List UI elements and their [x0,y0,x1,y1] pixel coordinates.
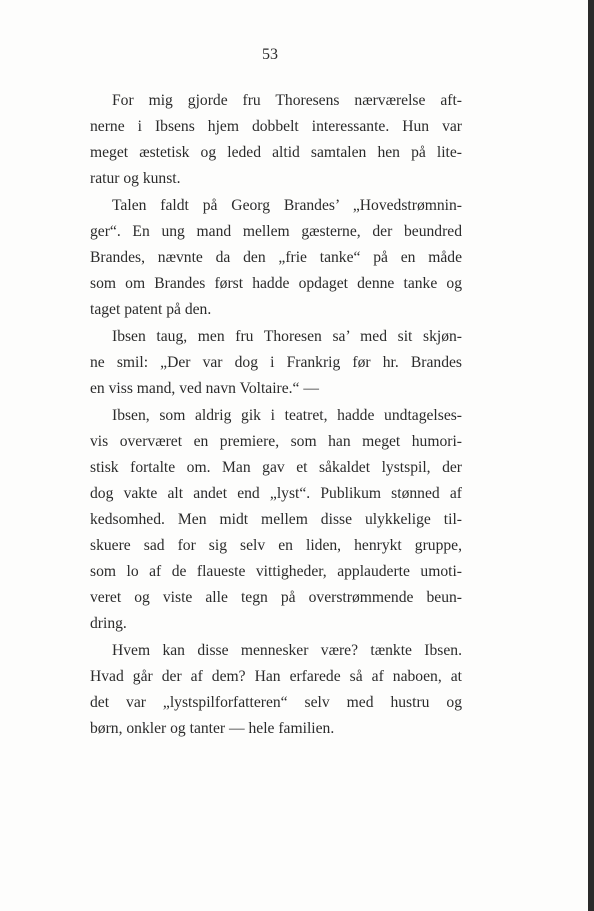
text-line: Talen faldt på Georg Brandes’ „Hovedstrømnin- [112,197,462,214]
text-line: Ibsen taug, men fru Thoresen sa’ med sit skjøn- [112,328,462,345]
text-line: børn, onkler og tanter — hele familien. [90,720,335,737]
text-line: dog vakte alt andet end „lyst“. Publikum stønned af [90,485,462,502]
text-line: Hvad går der af dem? Han erfarede så af naboen, at [90,668,462,685]
text-line: Brandes, nævnte da den „frie tanke“ på en måde [90,249,462,266]
text-line: ne smil: „Der var dog i Frankrig før hr. Brandes [90,354,462,371]
text-line: en viss mand, ved navn Voltaire.“ — [90,380,319,397]
text-line: ratur og kunst. [90,170,181,187]
text-line: som lo af de flaueste vittigheder, applauderte umoti- [90,563,462,580]
page-number: 53 [262,46,278,63]
text-line: som om Brandes først hadde opdaget denne tanke og [90,275,462,292]
paragraph [90,324,462,402]
text-line: Hvem kan disse mennesker være? tænkte Ibsen. [112,642,462,659]
text-line: det var „lystspilforfatteren“ selv med hustru og [90,694,462,711]
text-line: For mig gjorde fru Thoresens nærværelse aft- [112,92,462,109]
text-line: veret og viste alle tegn på overstrømmende beun- [90,589,462,606]
text-line: Ibsen, som aldrig gik i teatret, hadde undtagelses- [112,407,462,424]
text-line: meget æstetisk og leded altid samtalen hen på lite- [90,144,462,161]
text-line: taget patent på den. [90,301,212,318]
text-line: stisk fortalte om. Man gav et såkaldet lystspil, der [90,459,462,476]
text-line: vis overværet en premiere, som han meget humori- [90,433,462,450]
paragraph [90,88,462,192]
text-line: dring. [90,615,127,632]
body-text [90,88,462,743]
text-line: nerne i Ibsens hjem dobbelt interessante. Hun var [90,118,462,135]
paragraph [90,638,462,742]
text-line: kedsomhed. Men midt mellem disse ulykkelige til- [90,511,462,528]
text-line: ger“. En ung mand mellem gæsterne, der beundred [90,223,462,240]
paragraph [90,193,462,323]
text-line: skuere sad for sig selv en liden, henrykt gruppe, [90,537,462,554]
paragraph [90,403,462,637]
